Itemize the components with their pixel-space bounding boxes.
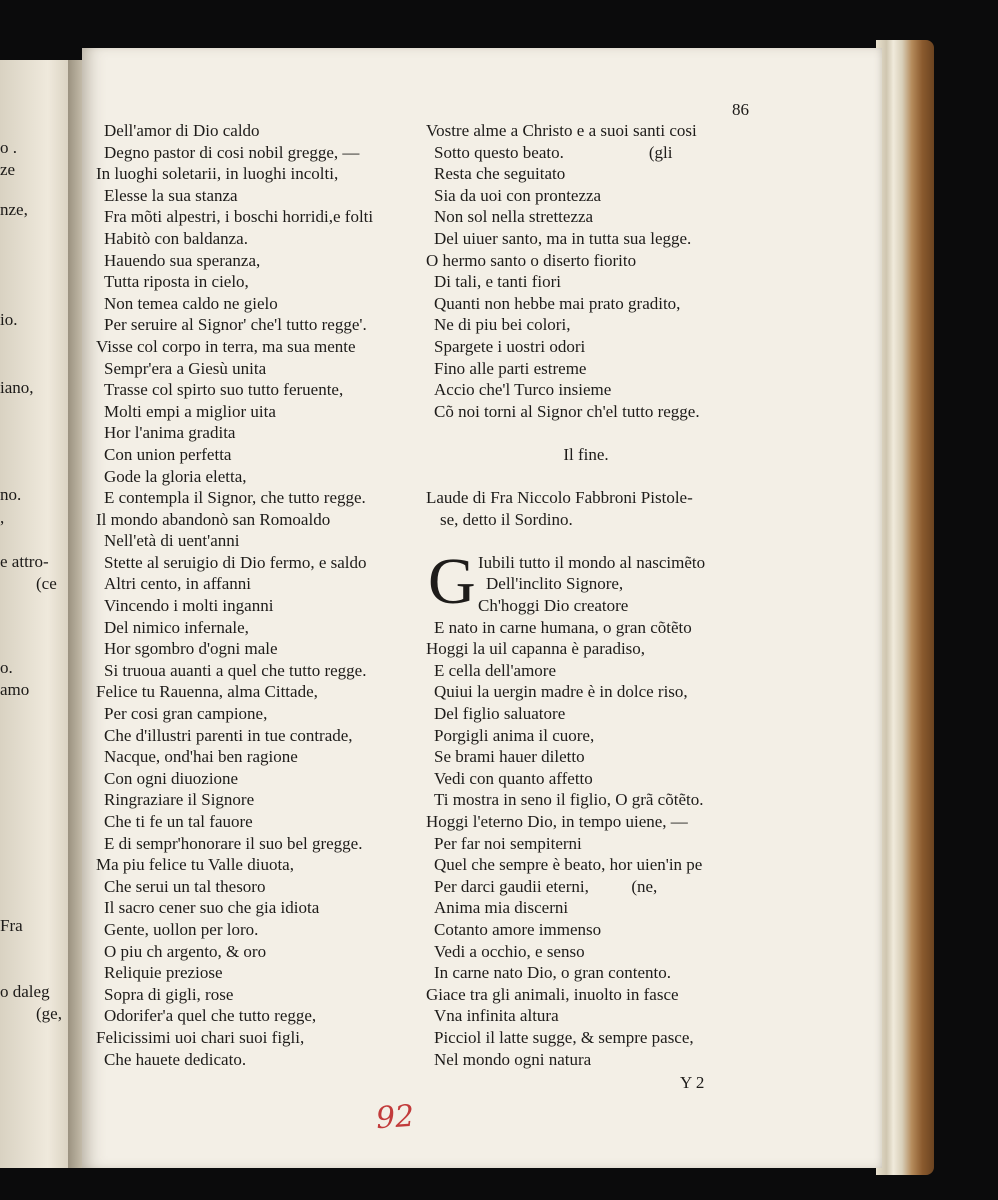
verse-line: Si truoua auanti a quel che tutto regge. [104, 660, 367, 680]
verse-line: Non sol nella strettezza [434, 207, 594, 227]
verse-line: Per darci gaudii eterni, (ne, [434, 876, 658, 896]
verse-line: Quel che sempre è beato, hor uien'in pe [434, 855, 703, 875]
verse-line: Anima mia discerni [434, 898, 569, 918]
verse-line: Nacque, ond'hai ben ragione [104, 747, 298, 767]
verse-line: Di tali, e tanti fiori [434, 272, 561, 292]
verse-line: Altri cento, in affanni [104, 574, 251, 594]
verse-line: Per far noi sempiterni [434, 833, 582, 853]
laude-title-line-1: Laude di Fra Niccolo Fabbroni Pistole- [426, 488, 693, 508]
verse-line: Non temea caldo ne gielo [104, 293, 278, 313]
left-column [96, 120, 441, 1070]
verse-line: Felice tu Rauenna, alma Cittade, [96, 682, 318, 702]
laude-title-line-2: se, detto il Sordino. [440, 509, 573, 529]
verse-line: Del figlio saluatore [434, 704, 566, 724]
verse-line: Hoggi l'eterno Dio, in tempo uiene, — [426, 812, 688, 831]
verse-line: Accio che'l Turco insieme [434, 380, 612, 400]
verse-line: Vostre alme a Christo e a suoi santi cosi [426, 121, 697, 140]
verse-line: Felicissimi uoi chari suoi figli, [96, 1027, 305, 1047]
left-page-fragment: Fra [0, 916, 23, 935]
handwritten-folio-number: 92 [374, 1098, 416, 1137]
left-page-fragment: o daleg [0, 982, 50, 1001]
signature-mark: Y 2 [680, 1073, 705, 1092]
verse-line: Hor l'anima gradita [104, 423, 236, 443]
verse-line: Visse col corpo in terra, ma sua mente [96, 336, 356, 356]
dropcap-stanza [426, 544, 786, 618]
verse-line: Sopra di gigli, rose [104, 984, 234, 1004]
verse-line: Gente, uollon per loro. [104, 919, 259, 939]
verse-line: Habitò con baldanza. [104, 228, 248, 248]
book-page [82, 48, 882, 1168]
verse-line: Quiui la uergin madre è in dolce riso, [434, 682, 688, 702]
verse-line: Degno pastor di cosi nobil gregge, — [104, 142, 360, 162]
verse-line: E cella dell'amore [434, 660, 556, 680]
verse-line: Hoggi la uil capanna è paradiso, [426, 639, 646, 659]
verse-line: Che d'illustri parenti in tue contrade, [104, 725, 353, 745]
verse-line: Sotto questo beato. (gli [434, 142, 673, 162]
verse-line: Con union perfetta [104, 444, 232, 464]
verse-line: Giace tra gli animali, inuolto in fasce [426, 984, 679, 1004]
verse-line: Resta che seguitato [434, 164, 566, 184]
verse-line: Reliquie preziose [104, 963, 223, 983]
verse-line: Ma piu felice tu Valle diuota, [96, 855, 294, 875]
verse-line: Tutta riposta in cielo, [104, 272, 249, 292]
verse-line: O hermo santo o diserto fiorito [426, 250, 637, 270]
left-page-fragment: e attro- [0, 552, 49, 571]
verse-line: Odorifer'a quel che tutto regge, [104, 1006, 317, 1026]
verse-line: Fra mõti alpestri, i boschi horridi,e folti [104, 207, 374, 227]
verse-line: E contempla il Signor, che tutto regge. [104, 488, 366, 508]
verse-line: O piu ch argento, & oro [104, 941, 267, 961]
left-page-fragment: amo [0, 680, 30, 699]
left-page-fragment: iano, [0, 378, 34, 397]
verse-line: Il sacro cener suo che gia idiota [104, 898, 320, 918]
verse-line: Sempr'era a Giesù unita [104, 358, 267, 378]
verse-line: Stette al seruigio di Dio fermo, e saldo [104, 552, 367, 572]
left-page-fragment: o. [0, 658, 13, 677]
verse-line: Molti empi a miglior uita [104, 401, 276, 421]
verse-line: Ringraziare il Signore [104, 790, 255, 810]
verse-line: Ne di piu bei colori, [434, 315, 571, 335]
verse-line: Per cosi gran campione, [104, 704, 268, 724]
verse-line: Vna infinita altura [434, 1006, 559, 1026]
verse-line: Vedi a occhio, e senso [434, 941, 585, 961]
verse-line: E nato in carne humana, o gran cõtẽto [434, 617, 692, 637]
verse-line: Hor sgombro d'ogni male [104, 639, 278, 659]
verse-line: Iubili tutto il mondo al nascimẽto [478, 552, 706, 572]
verse-line: Ch'hoggi Dio creatore [478, 596, 629, 616]
page-edges [876, 40, 934, 1175]
verse-line: Il mondo abandonò san Romoaldo [96, 509, 331, 529]
verse-line: Che ti fe un tal fauore [104, 812, 253, 831]
verse-line: Che serui un tal thesoro [104, 876, 266, 896]
verse-line: Gode la gloria eletta, [104, 466, 247, 486]
left-page-fragment: (ce [36, 574, 57, 593]
verse-line: Dell'inclito Signore, [486, 574, 624, 594]
left-page-fragment: io. [0, 310, 18, 329]
verse-line: Cõ noi torni al Signor ch'el tutto regge. [434, 401, 700, 421]
verse-line: Dell'amor di Dio caldo [104, 121, 260, 140]
verse-line: Nel mondo ogni natura [434, 1049, 592, 1069]
verse-line: Per seruire al Signor' che'l tutto regge'. [104, 315, 367, 335]
verse-line: Nell'età di uent'anni [104, 531, 240, 551]
verse-line: Elesse la sua stanza [104, 185, 238, 205]
verse-line: Sia da uoi con prontezza [434, 185, 602, 205]
verse-line: Trasse col spirto suo tutto feruente, [104, 380, 344, 400]
verse-line: Cotanto amore immenso [434, 919, 602, 939]
dropcap-letter: G [428, 544, 476, 618]
left-page-fragment: (ge, [36, 1004, 62, 1023]
verse-line: Con ogni diuozione [104, 768, 239, 788]
verse-line: Ti mostra in seno il figlio, O grã cõtẽto. [434, 790, 704, 810]
verse-line: Quanti non hebbe mai prato gradito, [434, 293, 681, 313]
left-page-fragment: ze [0, 160, 16, 179]
il-fine: Il fine. [563, 444, 609, 464]
left-page-fragment: o . [0, 138, 17, 157]
verse-line: Del nimico infernale, [104, 617, 249, 637]
verse-line: Porgigli anima il cuore, [434, 725, 595, 745]
verse-line: Hauendo sua speranza, [104, 250, 261, 270]
left-page-fragment: , [0, 508, 5, 527]
verse-line: In luoghi soletarii, in luoghi incolti, [96, 164, 339, 184]
right-column [426, 120, 786, 1070]
verse-line: Vincendo i molti inganni [104, 596, 274, 616]
verse-line: Se brami hauer diletto [434, 747, 585, 767]
verse-line: Vedi con quanto affetto [434, 768, 593, 788]
verse-line: Picciol il latte sugge, & sempre pasce, [434, 1027, 694, 1047]
verse-line: E di sempr'honorare il suo bel gregge. [104, 833, 363, 853]
left-page-fragment: no. [0, 485, 22, 504]
verse-line: Fino alle parti estreme [434, 358, 587, 378]
verse-line: Che hauete dedicato. [104, 1049, 247, 1069]
page-number: 86 [732, 100, 749, 119]
verse-line: In carne nato Dio, o gran contento. [434, 963, 671, 983]
left-page-fragment: nze, [0, 200, 28, 219]
verse-line: Del uiuer santo, ma in tutta sua legge. [434, 228, 692, 248]
verse-line: Spargete i uostri odori [434, 336, 586, 356]
